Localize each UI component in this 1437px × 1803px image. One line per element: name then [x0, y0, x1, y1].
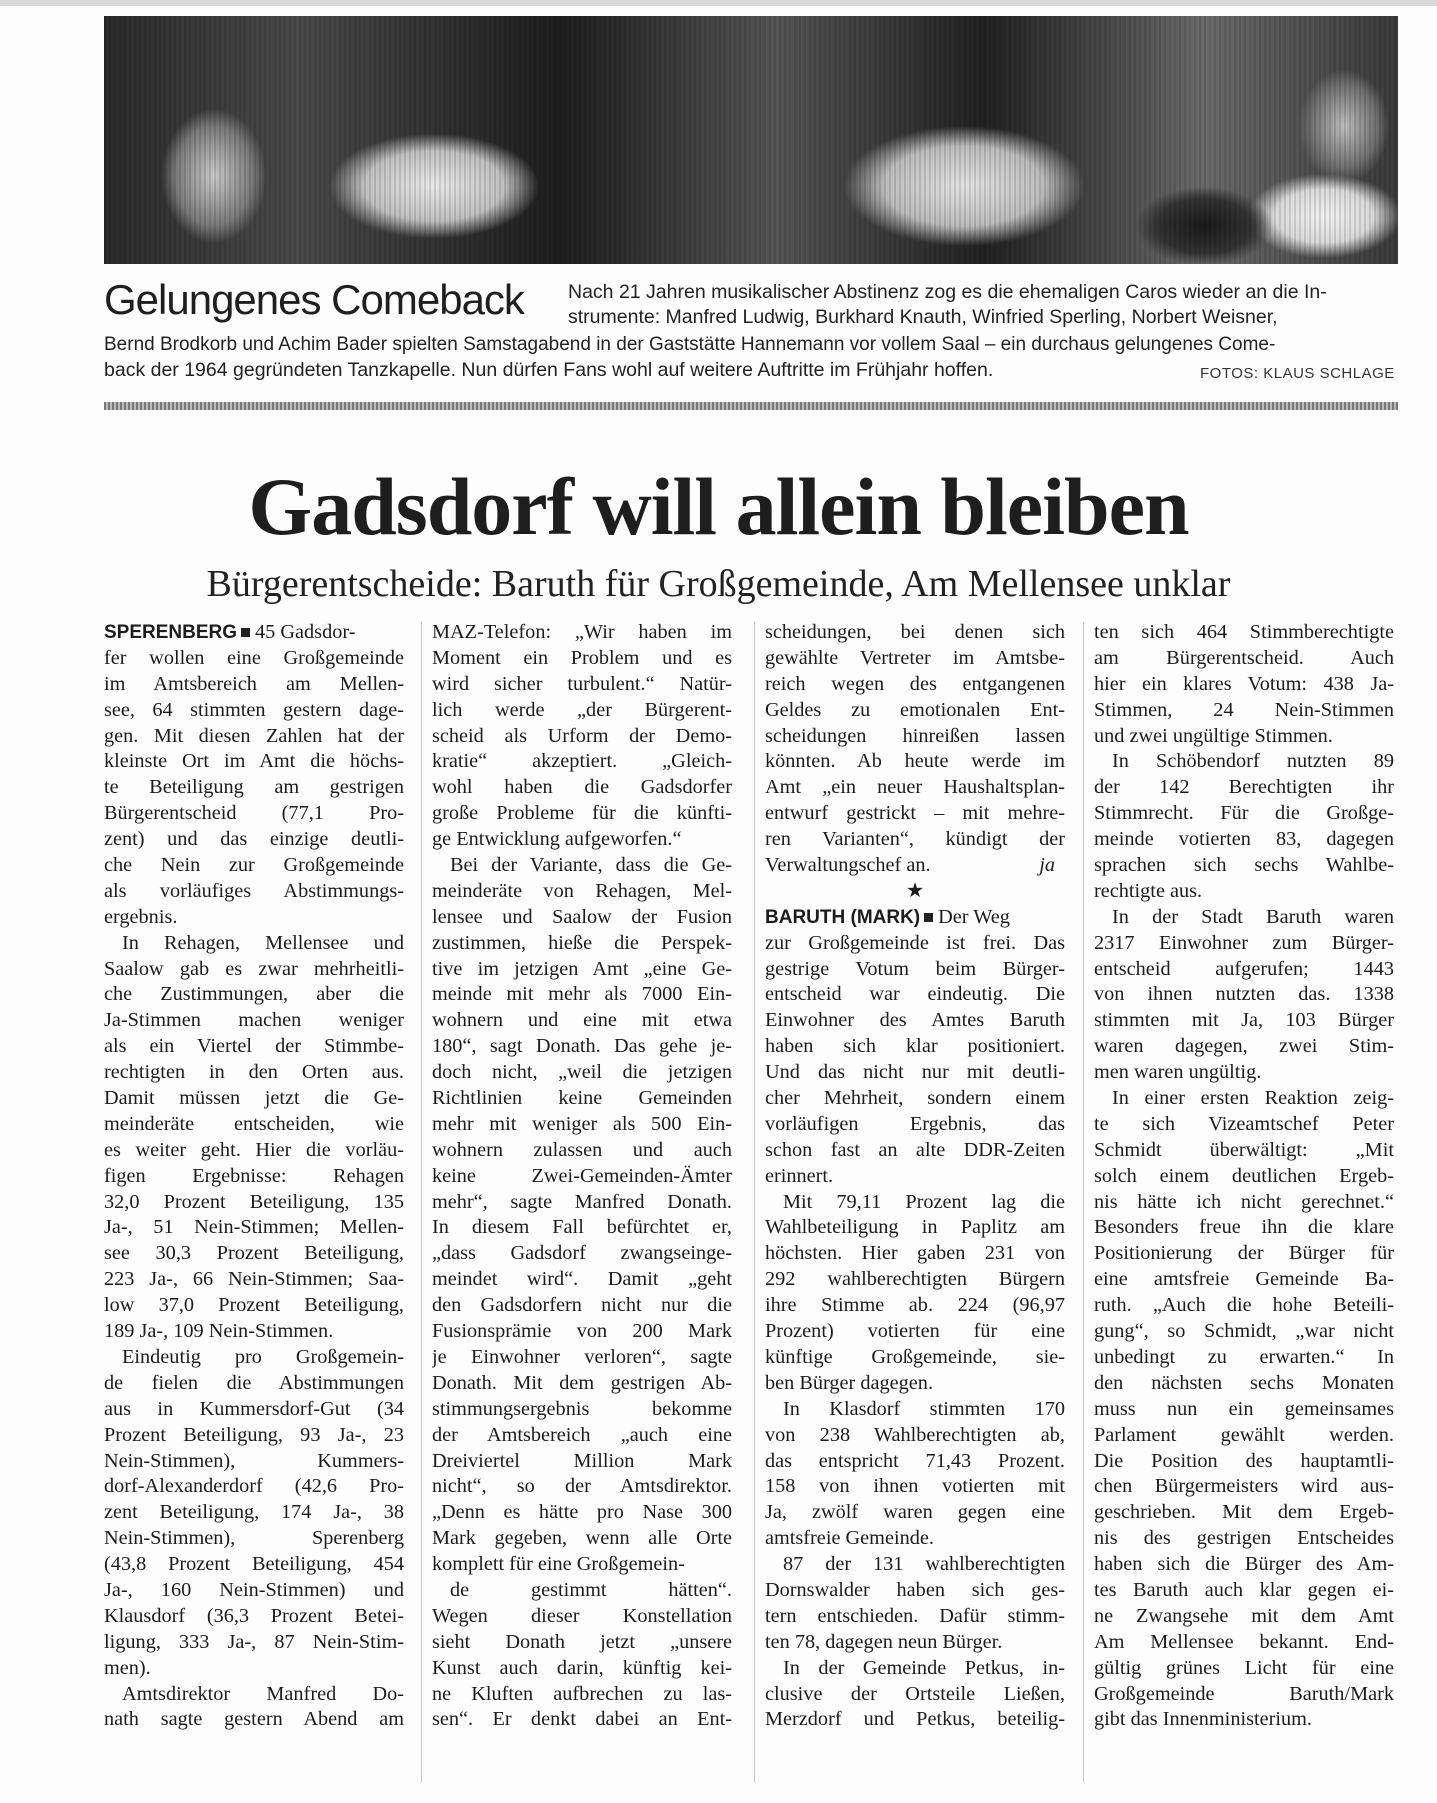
text-line: könnten. Ab heute werde im [765, 750, 1065, 773]
column-separator [754, 622, 755, 1782]
text-line: unbedingt zu erwarten.“ In [1094, 1345, 1394, 1368]
text-line: In Klasdorf stimmten 170 [783, 1397, 1065, 1420]
text-line: „dass Gadsdorf zwangseinge- [432, 1242, 732, 1265]
text-line: entscheid aufgerufen; 1443 [1094, 957, 1394, 980]
text-line: Mark gegeben, wenn alle Orte [432, 1527, 732, 1550]
text-line: Geldes zu emotionalen Ent- [765, 698, 1065, 721]
text-line: men waren ungültig. [1094, 1061, 1262, 1084]
text-line: Saalow gab es zwar mehrheitli- [104, 957, 404, 980]
text-line: ben Bürger dagegen. [765, 1371, 934, 1394]
text-line: 292 wahlberechtigten Bürgern [765, 1268, 1065, 1291]
text-line: wohnern zulassen und auch [432, 1138, 732, 1161]
text-line: meinderäte entscheiden, wie [104, 1112, 404, 1135]
text-line: nicht“, so der Amtsdirektor. [432, 1475, 732, 1498]
text-line: Mit 79,11 Prozent lag die [783, 1190, 1065, 1213]
text-line: sen“. Er denkt dabei an Ent- [432, 1708, 732, 1731]
text-line: kleinste Ort im Amt die höchs- [104, 750, 404, 773]
dateline: SPERENBERG [104, 622, 238, 643]
text-line: Moment ein Problem und es [432, 646, 732, 669]
text-line: komplett für eine Großgemein- [432, 1553, 685, 1576]
article-column-2 [432, 620, 732, 1733]
text-line: 223 Ja-, 66 Nein-Stimmen; Saa- [104, 1268, 404, 1291]
text-line: von 238 Wahlberechtigten ab, [765, 1423, 1065, 1446]
text-line: am Bürgerentscheid. Auch [1094, 646, 1394, 669]
text-line: erinnert. [765, 1164, 834, 1187]
text-line: von ihnen nutzten das. 1338 [1094, 983, 1394, 1006]
text-line: solch einem deutlichen Ergeb- [1094, 1164, 1394, 1187]
text-line: 87 der 131 wahlberechtigten [783, 1553, 1065, 1576]
text-line: meindet wird“. Damit „geht [432, 1268, 732, 1291]
text-line-content: 45 Gadsdor- [255, 621, 356, 643]
text-line: und zwei ungültige Stimmen. [1094, 724, 1333, 747]
text-line: sieht Donath jetzt „unsere [432, 1630, 732, 1653]
text-line: aus in Kummersdorf-Gut (34 [104, 1397, 404, 1420]
text-line: das entspricht 71,43 Prozent. [765, 1449, 1065, 1472]
text-line: stimmten mit Ja, 103 Bürger [1094, 1009, 1394, 1032]
section-rule [104, 402, 1398, 410]
text-line: Amtsdirektor Manfred Do- [122, 1682, 404, 1705]
text-line: Klausdorf (36,3 Prozent Betei- [104, 1604, 404, 1627]
text-line: Positionierung der Bürger für [1094, 1242, 1394, 1265]
text-line: mehr“, sagte Manfred Donath. [432, 1190, 732, 1213]
photo-credit: FOTOS: KLAUS SCHLAGE [1200, 365, 1395, 382]
text-line: entscheid war eindeutig. Die [765, 983, 1065, 1006]
text-line: de gestimmt hätten“. [450, 1578, 732, 1601]
article-column-1 [104, 620, 404, 1733]
text-line: Stimmrecht. Für die Großge- [1094, 802, 1394, 825]
text-line: Bürgerentscheid (77,1 Pro- [104, 802, 404, 825]
text-line: als ein Viertel der Stimmbe- [104, 1035, 404, 1058]
text-line: keine Zwei-Gemeinden-Ämter [432, 1164, 732, 1187]
text-line: low 37,0 Prozent Beteiligung, [104, 1294, 404, 1317]
text-line: In diesem Fall befürchtet er, [432, 1216, 732, 1239]
column-separator [1083, 622, 1084, 1782]
text-line: che Zustimmungen, aber die [104, 983, 404, 1006]
text-line: meinde votierten 83, dagegen [1094, 828, 1394, 851]
text-line: Ja-Stimmen machen weniger [104, 1009, 404, 1032]
text-line: zent) und das einzige deutli- [104, 828, 404, 851]
text-line: mehr mit weniger als 500 Ein- [432, 1112, 732, 1135]
text-line: zustimmen, hieße die Perspek- [432, 931, 732, 954]
text-line: ergebnis. [104, 905, 178, 928]
text-line: Prozent) votierten für eine [765, 1320, 1065, 1343]
text-line: Merzdorf und Petkus, beteilig- [765, 1708, 1065, 1731]
text-line: Bei der Variante, dass die Ge- [450, 854, 732, 877]
author-tag: ja [1039, 854, 1055, 877]
text-line: gen. Mit diesen Zahlen hat der [104, 724, 404, 747]
caption-headline: Gelungenes Comeback [104, 276, 524, 323]
text-line: te sich Vizeamtschef Peter [1094, 1112, 1394, 1135]
text-line: ne Kluften aufbrechen zu las- [432, 1682, 732, 1705]
text-line: In Schöbendorf nutzten 89 [1112, 750, 1394, 773]
text-line: Einwohner des Amtes Baruth [765, 1009, 1065, 1032]
text-line: Nein-Stimmen), Sperenberg [104, 1527, 404, 1550]
text-line: Wegen dieser Konstellation [432, 1604, 732, 1627]
text-line: ge Entwicklung aufgeworfen.“ [432, 828, 682, 851]
column-separator [421, 622, 422, 1782]
text-line: ligung, 333 Ja-, 87 Nein-Stim- [104, 1630, 404, 1653]
text-line: tive im jetzigen Amt „eine Ge- [432, 957, 732, 980]
text-line: Großgemeinde Baruth/Mark [1094, 1682, 1394, 1705]
text-line: scheidungen hinreißen lassen [765, 724, 1065, 747]
text-line: Wahlbeteiligung in Paplitz am [765, 1216, 1065, 1239]
text-line: nis hätte ich nicht gerechnet.“ [1094, 1190, 1394, 1213]
text-line: es weiter geht. Hier die vorläu- [104, 1138, 404, 1161]
text-line: Donath. Mit dem gestrigen Ab- [432, 1371, 732, 1394]
text-line [104, 620, 404, 646]
caption-line: Bernd Brodkorb und Achim Bader spielten Samstagabend in der Gaststätte Hannemann vor vollem Saal – ein durchaus gelungenes Come- [104, 334, 1276, 355]
text-line: che Nein zur Großgemeinde [104, 854, 404, 877]
scan-top-edge [0, 0, 1437, 6]
text-line: Damit müssen jetzt die Ge- [104, 1087, 404, 1110]
text-line: de fielen die Abstimmungen [104, 1371, 404, 1394]
text-line: Und das nicht nur mit deutli- [765, 1061, 1065, 1084]
text-line: Ja, zwölf waren gegen eine [765, 1501, 1065, 1524]
text-line: scheid als Urform der Demo- [432, 724, 732, 747]
text-line: meinde mit mehr als 7000 Ein- [432, 983, 732, 1006]
text-line: Stimmen, 24 Nein-Stimmen [1094, 698, 1394, 721]
text-line: ruth. „Auch die hohe Beteili- [1094, 1294, 1394, 1317]
text-line: den Gadsdorfern nicht nur die [432, 1294, 732, 1317]
text-line: 32,0 Prozent Beteiligung, 135 [104, 1190, 404, 1213]
text-line: MAZ-Telefon: „Wir haben im [432, 621, 732, 643]
text-line: 180“, sagt Donath. Das gehe je- [432, 1035, 732, 1058]
text-line: zur Großgemeinde ist frei. Das [765, 931, 1065, 954]
dateline-square-icon [241, 628, 250, 637]
section-divider-star: ★ [905, 879, 925, 902]
text-line: gestrige Votum beim Bürger- [765, 957, 1065, 980]
text-line: schon fast an alte DDR-Zeiten [765, 1138, 1065, 1161]
text-line: In Rehagen, Mellensee und [122, 931, 404, 954]
text-line: Nein-Stimmen), Kummers- [104, 1449, 404, 1472]
text-line: Besonders freue ihn die klare [1094, 1216, 1394, 1239]
text-line: stimmungsergebnis bekomme [432, 1397, 732, 1420]
text-line: höchsten. Hier gaben 231 von [765, 1242, 1065, 1265]
text-line: clusive der Ortsteile Ließen, [765, 1682, 1065, 1705]
text-line: große Probleme für die künfti- [432, 802, 732, 825]
text-line: Am Mellensee bekannt. End- [1094, 1630, 1394, 1653]
text-line: ten 78, dagegen neun Bürger. [765, 1630, 1003, 1653]
text-line: men). [104, 1656, 151, 1679]
text-line: Ja-, 160 Nein-Stimmen) und [104, 1578, 404, 1601]
text-line: Amt „ein neuer Haushaltsplan- [765, 776, 1065, 799]
text-line: gewählte Vertreter im Amtsbe- [765, 646, 1065, 669]
text-line: Schmidt überwältigt: „Mit [1094, 1138, 1394, 1161]
text-line: Eindeutig pro Großgemein- [122, 1345, 404, 1368]
band-photo [104, 16, 1398, 264]
text-line: reich wegen des entgangenen [765, 672, 1065, 695]
caption-line: Nach 21 Jahren musikalischer Abstinenz zog es die ehemaligen Caros wieder an die In- [568, 281, 1327, 303]
text-line: 189 Ja-, 109 Nein-Stimmen. [104, 1320, 334, 1343]
article-subtitle: Bürgerentscheide: Baruth für Großgemeinde, Am Mellensee unklar [206, 563, 1231, 605]
text-line: Fusionsprämie von 200 Mark [432, 1320, 732, 1343]
text-line: zent Beteiligung, 174 Ja-, 38 [104, 1501, 404, 1524]
text-line: dorf-Alexanderdorf (42,6 Pro- [104, 1475, 404, 1498]
text-line: doch nicht, „weil die jetzigen [432, 1061, 732, 1084]
text-line: ne Zwangsehe mit dem Amt [1094, 1604, 1394, 1627]
article-column-3 [765, 620, 1065, 1733]
text-line: 2317 Einwohner zum Bürger- [1094, 931, 1394, 954]
text-line: meinderäte von Rehagen, Mel- [432, 879, 732, 902]
text-line: Richtlinien keine Gemeinden [432, 1087, 732, 1110]
text-line: vorläufigen Ergebnis, das [765, 1112, 1065, 1135]
text-line: Dreiviertel Million Mark [432, 1449, 732, 1472]
text-line: nath sagte gestern Abend am [104, 1708, 404, 1731]
text-line: Die Position des hauptamtli- [1094, 1449, 1394, 1472]
article-title: Gadsdorf will allein bleiben [248, 461, 1189, 552]
dateline: BARUTH (MARK) [765, 906, 921, 928]
text-line: In einer ersten Reaktion zeig- [1112, 1087, 1394, 1110]
text-line: In der Gemeinde Petkus, in- [783, 1656, 1065, 1679]
text-line: wohnern und eine mit etwa [432, 1009, 732, 1032]
text-line: cher Mehrheit, sondern einem [765, 1087, 1065, 1110]
text-line: hier ein klares Votum: 438 Ja- [1094, 672, 1394, 695]
text-line: als vorläufiges Abstimmungs- [104, 879, 404, 902]
text-line: In der Stadt Baruth waren [1112, 905, 1394, 928]
text-line: waren dagegen, zwei Stim- [1094, 1035, 1394, 1058]
text-line: rechtigten in den Orten aus. [104, 1061, 404, 1084]
text-line: sprachen sich sechs Wahlbe- [1094, 854, 1394, 877]
text-line: je Einwohner verloren“, sagte [432, 1345, 732, 1368]
text-line: wohl haben die Gadsdorfer [432, 776, 732, 799]
text-line: ten sich 464 Stimmberechtigte [1094, 621, 1394, 643]
text-line: lich werde „der Bürgerent- [432, 698, 732, 721]
text-line: gibt das Innenministerium. [1094, 1708, 1312, 1731]
text-line: künftige Großgemeinde, sie- [765, 1345, 1065, 1368]
text-line: fer wollen eine Großgemeinde [104, 646, 404, 669]
text-line [765, 853, 1065, 879]
text-line: gültig grünes Licht für eine [1094, 1656, 1394, 1679]
text-line: Prozent Beteiligung, 93 Ja-, 23 [104, 1423, 404, 1446]
caption-line: back der 1964 gegründeten Tanzkapelle. Nun dürfen Fans wohl auf weitere Auftritte im Frühjahr hoffen. [104, 359, 994, 381]
text-line: amtsfreie Gemeinde. [765, 1527, 934, 1550]
text-line: ren Varianten“, kündigt der [765, 828, 1065, 851]
text-line: im Amtsbereich am Mellen- [104, 672, 404, 695]
text-line: der Amtsbereich „auch eine [432, 1423, 732, 1446]
article-column-4 [1094, 620, 1394, 1733]
text-line: Kunst auch darin, künftig kei- [432, 1656, 732, 1679]
text-line: tern entschieden. Dafür stimm- [765, 1604, 1065, 1627]
text-line: te Beteiligung am gestrigen [104, 776, 404, 799]
text-line: lensee und Saalow der Fusion [432, 905, 732, 928]
text-line: Ja-, 51 Nein-Stimmen; Mellen- [104, 1216, 404, 1239]
text-line: den nächsten sechs Monaten [1094, 1371, 1394, 1394]
dateline-square-icon [924, 913, 933, 922]
text-line: Dornswalder haben sich ges- [765, 1578, 1065, 1601]
text-line: Parlament gewählt werden. [1094, 1423, 1394, 1446]
text-line: gung“, so Schmidt, „war nicht [1094, 1320, 1394, 1343]
text-line: nis des gestrigen Entscheides [1094, 1527, 1394, 1550]
text-line: (43,8 Prozent Beteiligung, 454 [104, 1553, 404, 1576]
text-line: scheidungen, bei denen sich [765, 621, 1065, 643]
text-line-content: Der Weg [938, 905, 1010, 928]
text-line: eine amtsfreie Gemeinde Ba- [1094, 1268, 1394, 1291]
text-line: figen Ergebnisse: Rehagen [104, 1164, 404, 1187]
text-line: ihre Stimme ab. 224 (96,97 [765, 1294, 1065, 1317]
text-line: der 142 Berechtigten ihr [1094, 776, 1394, 799]
text-line: entwurf gestrickt – mit mehre- [765, 802, 1065, 825]
text-line: see, 64 stimmten gestern dage- [104, 698, 404, 721]
text-line: chen Bürgermeisters wird aus- [1094, 1475, 1394, 1498]
text-line: haben sich klar positioniert. [765, 1035, 1065, 1058]
text-line [765, 905, 1065, 931]
text-line: kratie“ akzeptiert. „Gleich- [432, 750, 732, 773]
text-line: geschrieben. Mit dem Ergeb- [1094, 1501, 1394, 1524]
text-line-content: Verwaltungschef an. [765, 854, 931, 877]
text-line: wird sicher turbulent.“ Natür- [432, 672, 732, 695]
text-line: tes Baruth auch klar gegen ei- [1094, 1578, 1394, 1601]
text-line: „Denn es hätte pro Nase 300 [432, 1501, 732, 1524]
text-line: muss nun ein gemeinsames [1094, 1397, 1394, 1420]
text-line: 158 von ihnen votierten mit [765, 1475, 1065, 1498]
caption-line: strumente: Manfred Ludwig, Burkhard Knauth, Winfried Sperling, Norbert Weisner, [568, 306, 1278, 328]
text-line: rechtigte aus. [1094, 879, 1203, 902]
text-line: see 30,3 Prozent Beteiligung, [104, 1242, 404, 1265]
text-line: haben sich die Bürger des Am- [1094, 1553, 1394, 1576]
